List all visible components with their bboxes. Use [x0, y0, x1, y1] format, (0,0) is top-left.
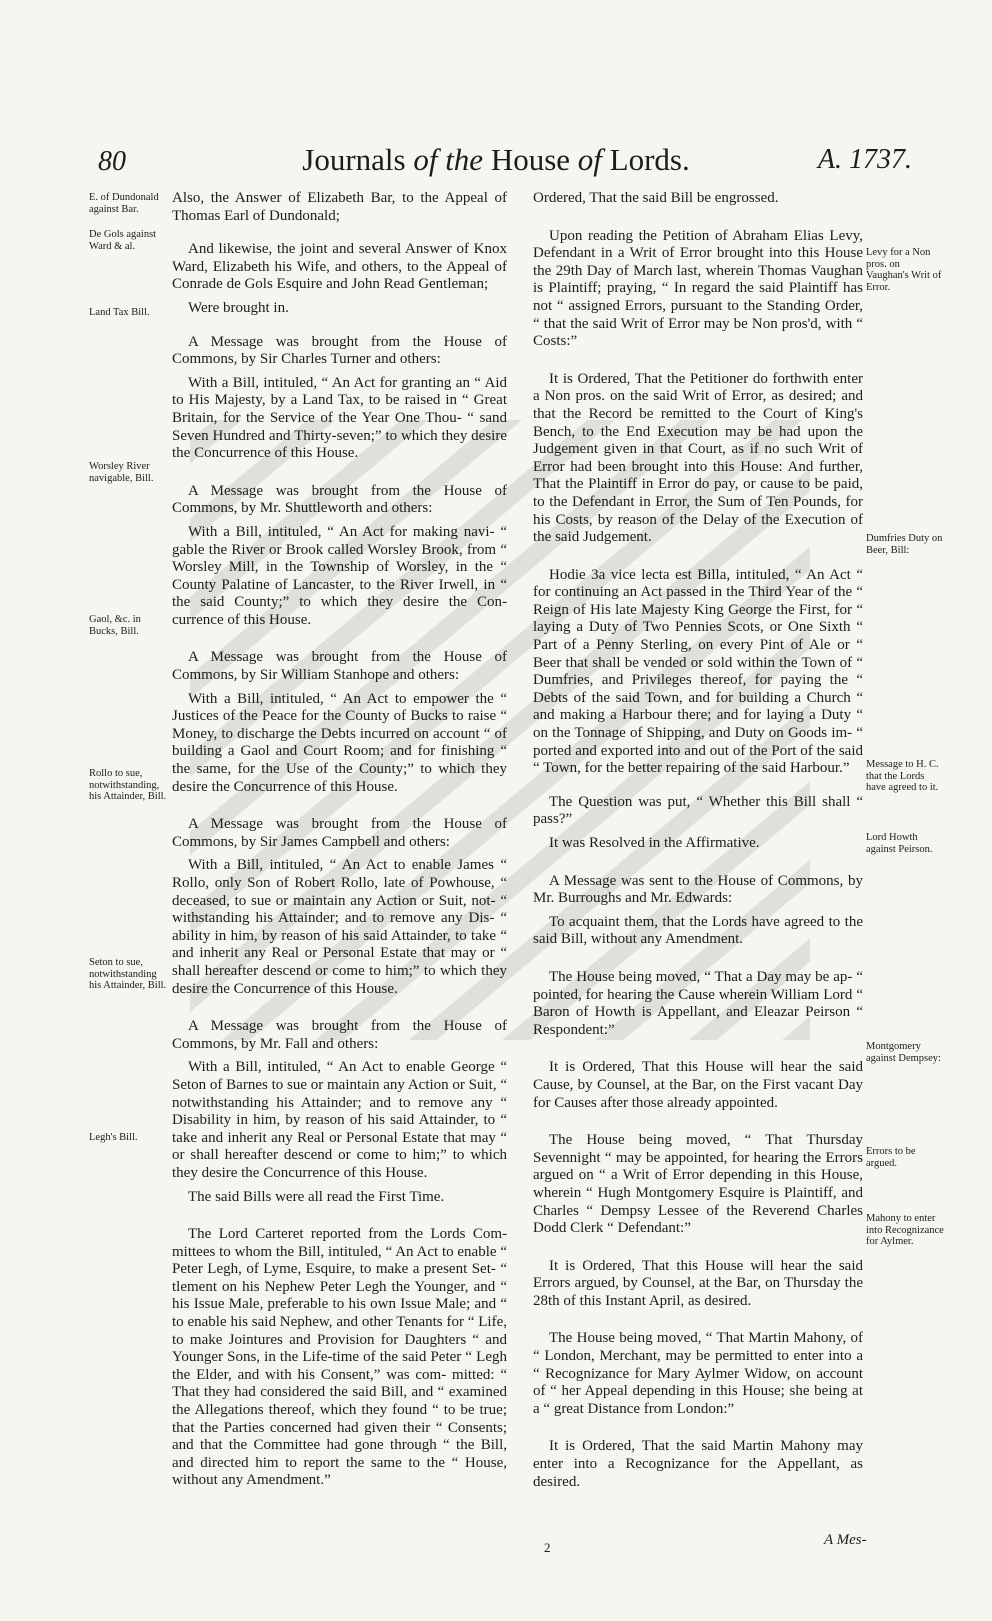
paragraph: A Message was brought from the House of Commons, by Sir Charles Turner and others:	[172, 333, 507, 368]
paragraph: With a Bill, intituled, “ An Act to enable James “ Rollo, only Son of Robert Rollo, late of Powhouse, “ deceased, to sue or maintain any Action or Suit, not- “ withstanding his Attainder; and to remove any Dis- “ ability in him, by reason of his said Attainder, to take “ and inherit any Real or Personal Estate that may or “ shall hereafter descend or come to him;” to which they desire the Concurrence of this House.	[172, 857, 507, 997]
paragraph: The Lord Carteret reported from the Lords Com- mittees to whom the Bill, intituled, “ An Act to enable “ Peter Legh, of Lyme, Esquire, to make a present Set- “ tlement on his Nephew Peter Legh the Younger, and “ his Issue Male, preferable to his own Issue Male; and “ to enable his said Nephew, and other Tenants for “ Life, to make Jointures and Provision for Daughters “ and Younger Sons, in the Life-time of the said Peter “ Legh the Elder, and with his Consent,” was com- mitted: “ That they had considered the said Bill, and “ examined the Allegations thereof, which they found “ to be true; that the Parties concerned had given their “ Consents; and that the Committee had gone through “ the Bill, and directed him to report the same to the “ House, without any Amendment.”	[172, 1226, 507, 1489]
paragraph: It is Ordered, That the Petitioner do forthwith enter a Non pros. on the said Writ of Error, as desired; and that the Record be remitted to the Court of King's Bench, to the End Execution may be had upon the Judgement given in that Court, as if no such Writ of Error had been brought into this House: And further, That the Plaintiff in Error do pay, or cause to be paid, to the Defendant in Error, the Sum of Ten Pounds, for his Costs, by reason of the Delay of the Execution of the said Judgement.	[533, 370, 863, 546]
paragraph: Also, the Answer of Elizabeth Bar, to the Appeal of Thomas Earl of Dundonald;	[172, 190, 507, 224]
left-column	[172, 190, 507, 1496]
paragraph: The said Bills were all read the First Time.	[188, 1188, 445, 1205]
year-heading: A. 1737.	[817, 144, 912, 175]
paragraph: The Question was put, “ Whether this Bill shall “ pass?”	[533, 793, 863, 828]
margin-note: Legh's Bill.	[89, 1132, 138, 1143]
paragraph: The House being moved, “ That a Day may be ap- “ pointed, for hearing the Cause wherein William Lord “ Baron of Howth is Appellant, and Eleazar Peirson “ Respondent:”	[533, 968, 863, 1038]
paragraph: Ordered, That the said Bill be engrossed.	[533, 190, 779, 206]
margin-note: E. of Dundonald against Bar.	[89, 192, 159, 215]
paragraph: With a Bill, intituled, “ An Act to empower the “ Justices of the Peace for the County of Bucks to raise “ Money, to discharge the Debts incurred on account “ of building a Gaol and Court Room; and for finishing “ the same, for the Use of the County;” to which they desire the Concurrence of this House.	[172, 690, 507, 795]
paragraph: It was Resolved in the Affirmative.	[549, 835, 760, 851]
paragraph: And likewise, the joint and several Answer of Knox Ward, Elizabeth his Wife, and others, to the Appeal of Conrade de Gols Esquire and John Read Gentleman;	[172, 241, 507, 293]
paragraph: Were brought in.	[188, 299, 289, 316]
paragraph: A Message was sent to the House of Commons, by Mr. Burroughs and Mr. Edwards:	[533, 872, 863, 907]
margin-note: Land Tax Bill.	[89, 307, 150, 318]
paragraph: A Message was brought from the House of Commons, by Mr. Fall and others:	[172, 1018, 507, 1052]
margin-note: Message to H. C. that the Lords have agreed to it.	[866, 759, 939, 793]
paragraph: It is Ordered, That the said Martin Mahony may enter into a Recognizance for the Appellant, as desired.	[533, 1438, 863, 1490]
paragraph: It is Ordered, That this House will hear the said Cause, by Counsel, at the Bar, on the First vacant Day for Causes after those already appointed.	[533, 1059, 863, 1111]
paragraph: A Message was brought from the House of Commons, by Sir William Stanhope and others:	[172, 649, 507, 684]
paragraph: With a Bill, intituled, “ An Act for granting an “ Aid to His Majesty, by a Land Tax, to be raised in “ Great Britain, for the Service of the Year One Thou- “ sand Seven Hundred and Thirty-seven;” to which they desire the Concurrence of this House.	[172, 374, 507, 462]
catchword: A Mes-	[824, 1532, 867, 1548]
paragraph: To acquaint them, that the Lords have agreed to the said Bill, without any Amendment.	[533, 913, 863, 948]
margin-note: Mahony to enter into Recognizance for Aylmer.	[866, 1213, 944, 1247]
margin-note: Lord Howth against Peirson.	[866, 832, 933, 855]
paragraph: Hodie 3a vice lecta est Billa, intituled, “ An Act “ for continuing an Act passed in the Third Year of the “ Reign of His late Majesty King George the First, for “ laying a Duty of Two Pennies Scots, or One Sixth “ Part of a Penny Sterling, on every Pint of Ale or “ Beer that shall be vended or sold within the Town of “ Dumfries, and Privileges thereof, for paying the “ Debts of the said Town, and for building a Church “ and making a Harbour there; and for laying a Duty “ on the Tonnage of Shipping, and Duty on Goods im- “ ported and exported into and out of the Port of the said “ Town, for the better repairing of the said Harbour.”	[533, 566, 863, 777]
signature-mark: 2	[544, 1540, 551, 1555]
paragraph: A Message was brought from the House of Commons, by Mr. Shuttleworth and others:	[172, 482, 507, 517]
margin-note: De Gols against Ward & al.	[89, 229, 157, 252]
right-column	[533, 190, 863, 1497]
margin-note: Gaol, &c. in Bucks, Bill.	[89, 614, 141, 637]
paragraph: The House being moved, “ That Thursday Sevennight “ may be appointed, for hearing the Errors argued on “ a Writ of Error depending in this House, wherein “ Hugh Montgomery Esquire is Plaintiff, and Charles “ Dempsy Lessee of the Reverend Charles Dodd Clerk “ Defendant:”	[533, 1132, 863, 1237]
margin-note: Worsley River navigable, Bill.	[89, 461, 154, 484]
margin-note: Levy for a Non pros. on Vaughan's Writ of Error.	[866, 247, 942, 293]
page-header	[0, 138, 992, 182]
margin-note: Dumfries Duty on Beer, Bill:	[866, 533, 943, 556]
page-title: Journals of the House of Lords.	[302, 142, 690, 177]
page-number: 80	[98, 146, 126, 177]
paragraph: It is Ordered, That this House will hear the said Errors argued, by Counsel, at the Bar, on Thursday the 28th of this Instant April, as desired.	[533, 1257, 863, 1309]
margin-note: Rollo to sue, notwithstanding, his Attainder, Bill.	[89, 768, 167, 802]
paragraph: The House being moved, “ That Martin Mahony, of “ London, Merchant, may be permitted to enter into a “ Recognizance for Mary Aylmer Widow, on account of “ her Appeal depending in this House; she being at a “ great Distance from London:”	[533, 1330, 863, 1417]
margin-note: Montgomery against Dempsey:	[866, 1041, 941, 1064]
paragraph: With a Bill, intituled, “ An Act for making navi- “ gable the River or Brook called Worsley Brook, from “ Worsley Mill, in the Township of Worsley, in the “ County Palatine of Lancaster, to the River Irwell, in “ the said County;” to which they desire the Con- currence of this House.	[172, 523, 507, 628]
paragraph: Upon reading the Petition of Abraham Elias Levy, Defendant in a Writ of Error brought into this House the 29th Day of March last, wherein Thomas Vaughan is Plaintiff; praying, “ In regard the said Plaintiff has not “ assigned Errors, pursuant to the Standing Order, “ that the said Writ of Error may be Non pros'd, with “ Costs:”	[533, 227, 863, 350]
paragraph: With a Bill, intituled, “ An Act to enable George “ Seton of Barnes to sue or maintain any Action or Suit, “ notwithstanding his Attainder; and to remove any “ Disability in him, by reason of his said Attainder, to “ take and inherit any Real or Personal Estate that may “ or shall hereafter descend or come to him;” to which they desire the Concurrence of this House.	[172, 1059, 507, 1181]
margin-note: Seton to sue, notwithstanding his Attainder, Bill.	[89, 957, 167, 991]
paragraph: A Message was brought from the House of Commons, by Sir James Campbell and others:	[172, 816, 507, 850]
margin-note: Errors to be argued.	[866, 1146, 916, 1169]
